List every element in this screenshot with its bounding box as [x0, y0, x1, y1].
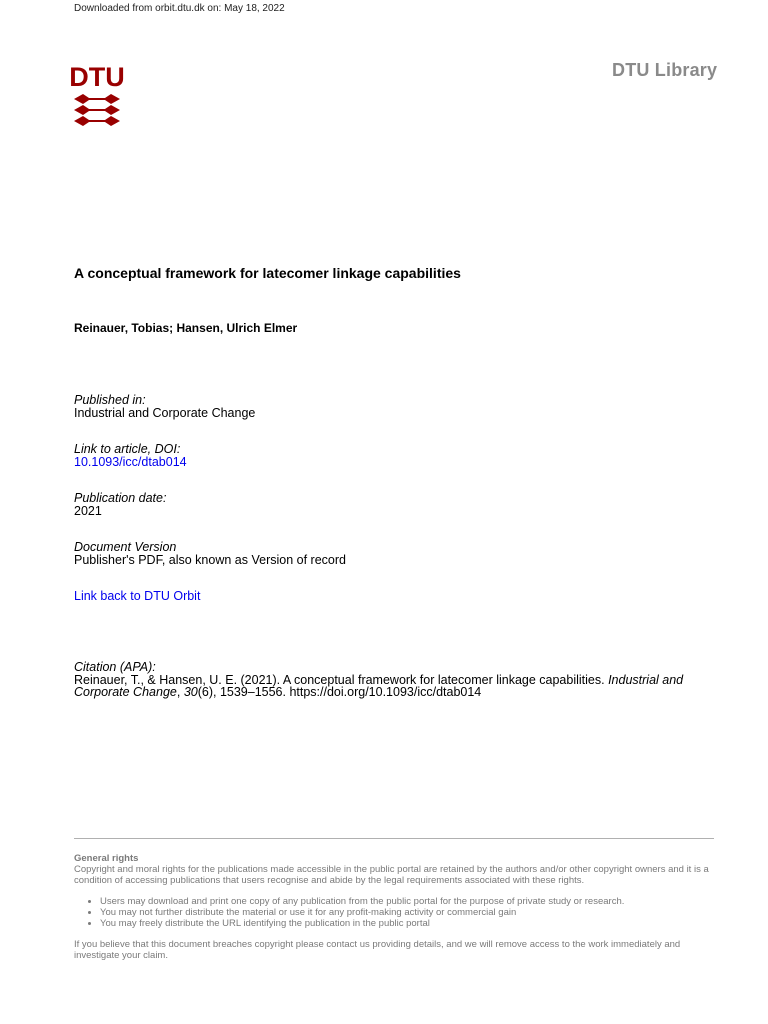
- general-rights-section: [74, 853, 719, 961]
- orbit-link[interactable]: Link back to DTU Orbit: [74, 589, 201, 603]
- published-in-value: Industrial and Corporate Change: [74, 405, 256, 420]
- divider: [74, 838, 714, 839]
- citation-label: Citation (APA):: [74, 660, 156, 674]
- rights-list-item: • Users may download and print one copy of any publication from the public portal for the purpose of private study or research.: [100, 896, 719, 907]
- citation-section: [74, 661, 714, 699]
- citation-separator: ,: [176, 685, 184, 699]
- citation-pages-doi: (6), 1539–1556. https://doi.org/10.1093/icc/dtab014: [197, 685, 482, 699]
- document-version-section: [74, 541, 346, 566]
- doi-label: Link to article, DOI:: [74, 442, 181, 456]
- published-in-section: [74, 394, 255, 419]
- download-info: Downloaded from orbit.dtu.dk on: May 18, 2022: [74, 3, 285, 14]
- dtu-logo-text: DTU: [69, 62, 125, 92]
- published-in-label: Published in:: [74, 393, 146, 407]
- citation-text: Reinauer, T., & Hansen, U. E. (2021). A conceptual framework for latecomer linkage capabilities.: [74, 672, 609, 687]
- citation-volume: 30: [183, 685, 198, 699]
- rights-list: [74, 896, 719, 929]
- document-version-value: Publisher's PDF, also known as Version of record: [74, 552, 346, 567]
- dtu-library-label: DTU Library: [612, 60, 718, 80]
- rights-list-item: • You may freely distribute the URL identifying the publication in the public portal: [100, 918, 719, 929]
- citation-journal: Industrial and Corporate Change: [74, 672, 684, 699]
- document-version-label: Document Version: [74, 540, 177, 554]
- publication-title: A conceptual framework for latecomer linkage capabilities: [74, 265, 461, 281]
- dtu-logo: [69, 62, 125, 127]
- publication-date-label: Publication date:: [74, 491, 167, 505]
- authors: Reinauer, Tobias; Hansen, Ulrich Elmer: [74, 321, 298, 335]
- rights-list-item: • You may not further distribute the material or use it for any profit-making activity or commercial gain: [100, 907, 719, 918]
- doi-section: [74, 443, 187, 468]
- general-rights-heading: General rights: [74, 853, 139, 864]
- publication-date-value: 2021: [74, 503, 102, 518]
- publication-date-section: [74, 492, 166, 517]
- general-rights-body: Copyright and moral rights for the publications made accessible in the public portal are retained by the authors and/or other copyright owners and it is a condition of accessing publications that users recognise and abide by the legal requirements associated with these rights.: [74, 864, 709, 886]
- takedown-notice: If you believe that this document breaches copyright please contact us providing details, and we will remove access to the work immediately and investigate your claim.: [74, 939, 681, 961]
- doi-link[interactable]: 10.1093/icc/dtab014: [74, 454, 187, 469]
